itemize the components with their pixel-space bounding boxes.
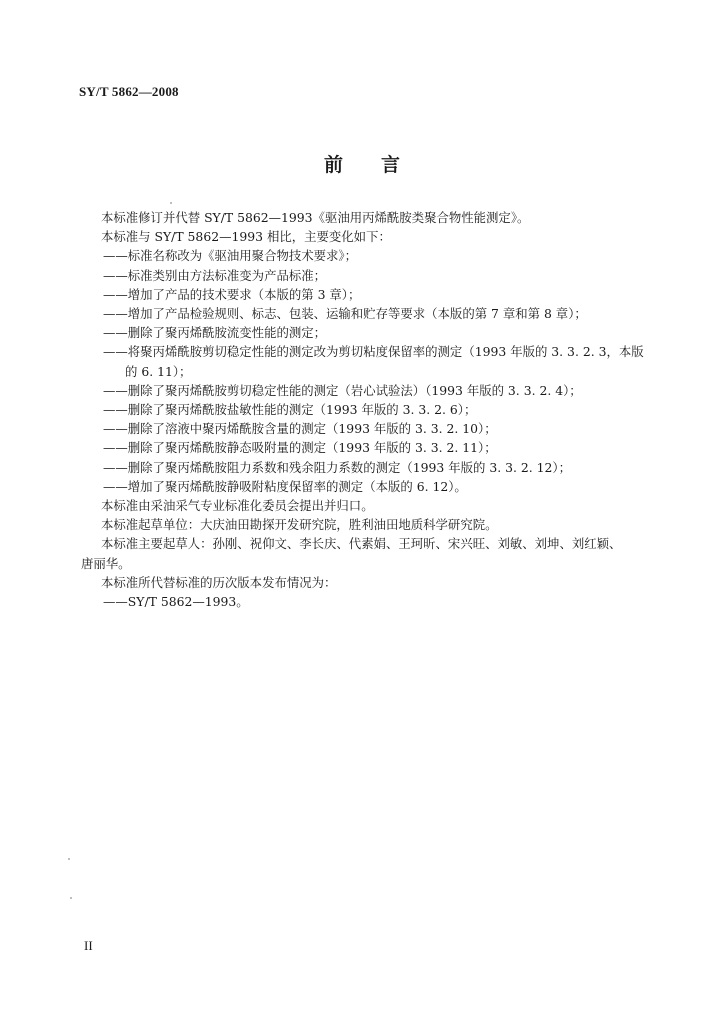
- list-item: ——增加了聚丙烯酰胺静吸附粘度保留率的测定（本版的 6. 12）。: [103, 478, 467, 494]
- list-item: ——删除了聚丙烯酰胺盐敏性能的测定（1993 年版的 3. 3. 2. 6）；: [103, 402, 477, 418]
- scan-speck: [70, 897, 72, 899]
- list-item: ——删除了聚丙烯酰胺流变性能的测定；: [103, 325, 327, 341]
- list-item: ——增加了产品检验规则、标志、包装、运输和贮存等要求（本版的第 7 章和第 8 章）；: [103, 306, 587, 322]
- standard-code-header: SY/T 5862—2008: [79, 84, 179, 99]
- list-item: ——删除了溶液中聚丙烯酰胺含量的测定（1993 年版的 3. 3. 2. 10）；: [103, 421, 497, 437]
- page-title: 前言: [323, 154, 438, 176]
- paragraph-line: 本标准修订并代替 SY/T 5862—1993《驱油用丙烯酰胺类聚合物性能测定》。: [101, 210, 530, 225]
- paragraph-line: 本标准由采油采气专业标准化委员会提出并归口。: [101, 498, 374, 514]
- list-item: ——标准类别由方法标准变为产品标准；: [103, 267, 327, 283]
- paragraph-continuation: 唐丽华。: [81, 555, 131, 571]
- list-item: ——删除了聚丙烯酰胺剪切稳定性能的测定（岩心试验法）（1993 年版的 3. 3. 2. 4）；: [103, 382, 582, 398]
- paragraph-line: 本标准主要起草人：孙刚、祝仰文、李长庆、代素娟、王珂昕、宋兴旺、刘敏、刘坤、刘红颖、: [101, 536, 622, 552]
- scan-speck: [170, 202, 172, 204]
- scan-speck: [68, 858, 70, 860]
- paragraph-line: 本标准与 SY/T 5862—1993 相比，主要变化如下：: [101, 229, 391, 245]
- list-item: ——增加了产品的技术要求（本版的第 3 章）；: [103, 286, 361, 302]
- list-item-continuation: 的 6. 11）；: [125, 363, 192, 379]
- list-item: ——SY/T 5862—1993。: [103, 594, 249, 610]
- paragraph-line: 本标准所代替标准的历次版本发布情况为：: [101, 574, 337, 590]
- foreword-body: [81, 208, 661, 611]
- list-item: ——标准名称改为《驱油用聚合物技术要求》；: [103, 248, 358, 264]
- paragraph-line: 本标准起草单位：大庆油田勘探开发研究院，胜利油田地质科学研究院。: [101, 517, 498, 533]
- page-number: II: [84, 938, 93, 953]
- list-item: ——将聚丙烯酰胺剪切稳定性能的测定改为剪切粘度保留率的测定（1993 年版的 3. 3. 2. 3，本版: [103, 344, 644, 360]
- list-item: ——删除了聚丙烯酰胺阻力系数和残余阻力系数的测定（1993 年版的 3. 3. 2. 12）；: [103, 459, 571, 475]
- list-item: ——删除了聚丙烯酰胺静态吸附量的测定（1993 年版的 3. 3. 2. 11）；: [103, 440, 497, 456]
